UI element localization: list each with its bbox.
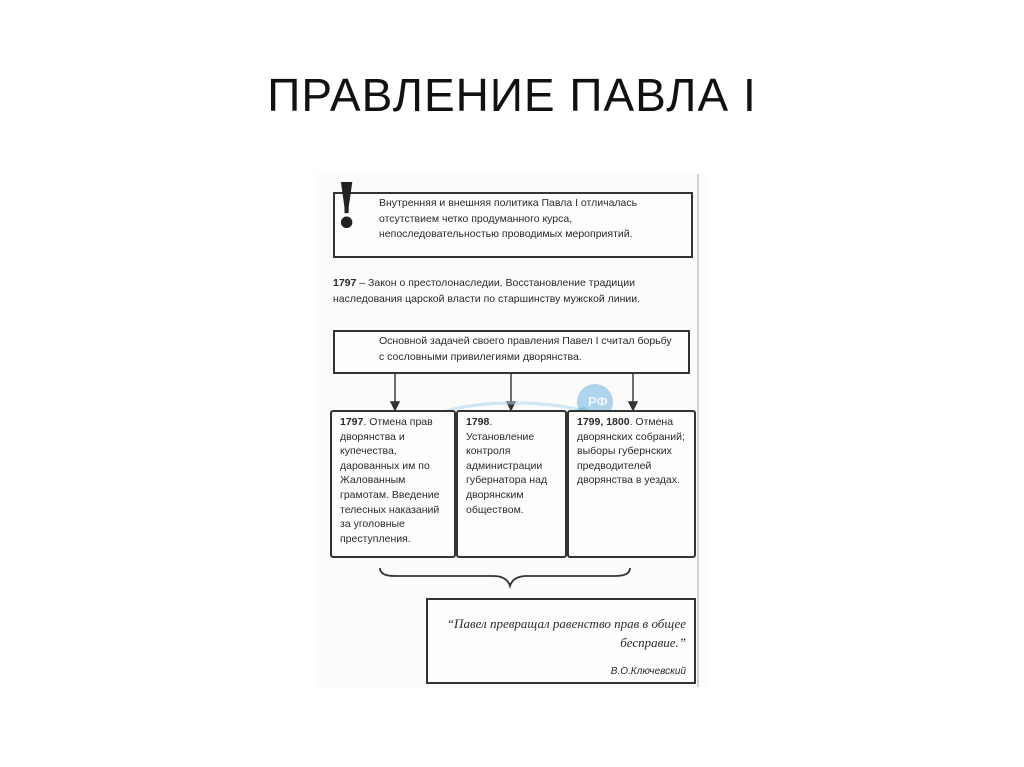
measure-box-1: [330, 410, 456, 558]
intro-text: Внутренняя и внешняя политика Павла I отличалась отсутствием четко продуманного курса, непоследовательностью проводимых мероприятий.: [379, 197, 638, 240]
measure-box-2: [456, 410, 567, 558]
law-year: 1797: [333, 277, 357, 289]
quote-author: В.О.Ключевский: [610, 666, 686, 677]
curly-brace: [380, 568, 630, 586]
quote-box: [426, 598, 696, 684]
watermark-text: РФ: [588, 394, 608, 409]
scheme-scan: [315, 169, 707, 687]
measure-box-3: [567, 410, 696, 558]
quote-text: “Павел превращал равенство прав в общее бесправие.”: [446, 616, 686, 650]
goal-text: Основной задачей своего правления Павел I считал борьбу с сословными привилегиями дворянства.: [379, 335, 672, 363]
measure-text-3: 1799, 1800. Отмена дворянских собраний; выборы губернских предводителей дворянства в уездах.: [577, 416, 685, 487]
law-text: – Закон о престолонаследии. Восстановление традиции наследования царской власти по старшинству мужской линии.: [333, 277, 641, 305]
slide-title: ПРАВЛЕНИЕ ПАВЛА I: [267, 69, 757, 121]
measure-text-1: 1797. Отмена прав дворянства и купечества, дарованных им по Жалованным грамотам. Введение телесных наказаний за уголовные преступления.: [340, 416, 440, 545]
measure-text-2: 1798. Установление контроля администрации губернатора над дворянским обществом.: [466, 416, 548, 516]
exclamation-icon: !: [333, 169, 361, 242]
